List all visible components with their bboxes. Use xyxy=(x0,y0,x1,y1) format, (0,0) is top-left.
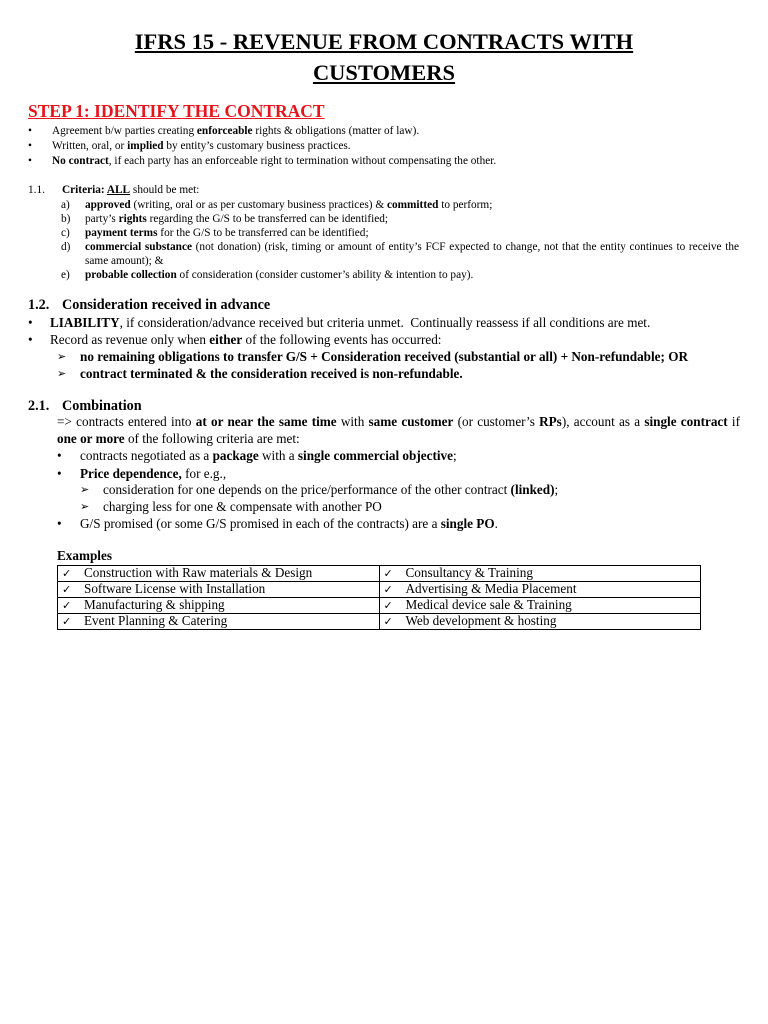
bold-text: package xyxy=(212,448,259,463)
text: of the following events has occurred: xyxy=(242,332,442,347)
text: of consideration (consider customer’s ability & intention to pay). xyxy=(176,269,474,281)
section-number: 1.1. xyxy=(28,184,45,196)
checkmark-icon: ✓ xyxy=(62,615,72,628)
cell-text: Medical device sale & Training xyxy=(405,597,572,612)
bullet-dot: • xyxy=(28,125,32,137)
text: ), account as a xyxy=(561,414,645,429)
text: if xyxy=(727,414,740,429)
criteria-all: ALL xyxy=(106,184,131,196)
bold-text: one or more xyxy=(57,431,125,446)
text: by entity’s customary business practices. xyxy=(163,140,351,152)
bold-text: either xyxy=(209,332,243,347)
cell-text: Consultancy & Training xyxy=(405,565,533,580)
text: => contracts entered into xyxy=(57,414,196,429)
text: (or customer’s xyxy=(453,414,540,429)
table-cell xyxy=(58,582,380,598)
table-cell xyxy=(379,598,701,614)
section-title: Combination xyxy=(62,398,142,414)
text: Written, oral, or xyxy=(52,140,128,152)
arrow-icon: ➢ xyxy=(57,367,67,380)
bullet-dot: • xyxy=(28,315,33,330)
table-row xyxy=(58,614,701,630)
checkmark-icon: ✓ xyxy=(383,615,393,628)
text: (not donation) (risk, timing or amount of entity’s FCF expected to change, not that the entity continues to receive the same amount); & xyxy=(85,241,739,267)
bullet-dot: • xyxy=(28,155,32,167)
text: party’s xyxy=(85,213,119,225)
checkmark-icon: ✓ xyxy=(383,599,393,612)
text: for e.g., xyxy=(181,466,227,481)
text: rights & obligations (matter of law). xyxy=(252,125,420,137)
cell-text: Advertising & Media Placement xyxy=(405,581,577,596)
combination-paragraph xyxy=(57,413,740,447)
text: ; xyxy=(452,448,457,463)
bold-text: rights xyxy=(118,213,147,225)
criteria-label: Criteria: xyxy=(62,184,107,196)
text: contracts negotiated as a xyxy=(80,448,213,463)
bold-text: payment terms xyxy=(85,227,158,239)
text: contract terminated & the consideration received is non-refundable. xyxy=(80,366,463,381)
arrow-icon: ➢ xyxy=(57,350,67,363)
text: Record as revenue only when xyxy=(50,332,210,347)
text: charging less for one & compensate with another PO xyxy=(103,499,382,514)
text: for the G/S to be transferred can be identified; xyxy=(157,227,369,239)
text: with a xyxy=(258,448,298,463)
arrow-icon: ➢ xyxy=(80,483,90,496)
bold-text: No contract xyxy=(52,155,109,167)
bold-text: at or near the same time xyxy=(195,414,337,429)
cell-text: Software License with Installation xyxy=(84,581,266,596)
checkmark-icon: ✓ xyxy=(62,567,72,580)
cell-text: Web development & hosting xyxy=(405,613,557,628)
bold-text: (linked) xyxy=(510,482,555,497)
item-letter: a) xyxy=(61,199,70,211)
bold-text: same customer xyxy=(368,414,454,429)
bold-text: approved xyxy=(85,199,131,211)
text: with xyxy=(336,414,369,429)
examples-table xyxy=(57,565,701,630)
text: ; xyxy=(554,482,559,497)
section-number: 1.2. xyxy=(28,297,50,313)
bold-text: probable collection xyxy=(85,269,177,281)
table-row xyxy=(58,582,701,598)
table-cell xyxy=(58,566,380,582)
table-cell xyxy=(379,582,701,598)
text: G/S promised (or some G/S promised in each of the contracts) are a xyxy=(80,516,441,531)
text: of the following criteria are met: xyxy=(124,431,300,446)
cell-text: Construction with Raw materials & Design xyxy=(84,565,313,580)
bold-text: single contract xyxy=(644,414,728,429)
title-line-1: IFRS 15 - REVENUE FROM CONTRACTS WITH xyxy=(134,29,634,54)
text: to perform; xyxy=(438,199,493,211)
bold-text: single PO xyxy=(440,516,495,531)
bold-text: RPs xyxy=(539,414,562,429)
bullet-dot: • xyxy=(28,140,32,152)
bullet-dot: • xyxy=(57,516,62,531)
checkmark-icon: ✓ xyxy=(383,567,393,580)
bold-text: implied xyxy=(127,140,164,152)
section-title: Consideration received in advance xyxy=(62,297,271,313)
bold-text: enforceable xyxy=(196,125,253,137)
title-line-2: CUSTOMERS xyxy=(312,60,456,85)
table-row xyxy=(58,598,701,614)
table-row xyxy=(58,566,701,582)
text: Agreement b/w parties creating xyxy=(52,125,197,137)
item-letter: c) xyxy=(61,227,70,239)
text: Continually reassess if all conditions are met. xyxy=(403,315,651,330)
checkmark-icon: ✓ xyxy=(62,599,72,612)
item-letter: d) xyxy=(61,241,71,253)
cell-text: Manufacturing & shipping xyxy=(84,597,225,612)
step1-heading: STEP 1: IDENTIFY THE CONTRACT xyxy=(28,101,325,121)
checkmark-icon: ✓ xyxy=(383,583,393,596)
bullet-dot: • xyxy=(28,332,33,347)
examples-heading: Examples xyxy=(57,548,112,563)
page-title xyxy=(40,26,728,88)
text: consideration for one depends on the price/performance of the other contract xyxy=(103,482,511,497)
criteria-label-post: should be met: xyxy=(130,184,200,196)
bold-text: commercial substance xyxy=(85,241,192,253)
table-cell xyxy=(379,566,701,582)
table-cell xyxy=(379,614,701,630)
item-letter: b) xyxy=(61,213,71,225)
text: , if each party has an enforceable right to termination without compensating the other. xyxy=(108,155,497,167)
bold-text: committed xyxy=(386,199,439,211)
text: regarding the G/S to be transferred can be identified; xyxy=(146,213,389,225)
text: , if consideration/advance received but criteria unmet. xyxy=(119,315,404,330)
item-letter: e) xyxy=(61,269,70,281)
bold-text: Price dependence, xyxy=(80,466,182,481)
table-cell xyxy=(58,598,380,614)
cell-text: Event Planning & Catering xyxy=(84,613,228,628)
bullet-dot: • xyxy=(57,466,62,481)
section-number: 2.1. xyxy=(28,398,50,414)
text: (writing, oral or as per customary business practices) & xyxy=(130,199,387,211)
bold-text: single commercial objective xyxy=(297,448,453,463)
bold-text: LIABILITY xyxy=(50,315,120,330)
arrow-icon: ➢ xyxy=(80,500,90,513)
checkmark-icon: ✓ xyxy=(62,583,72,596)
text: no remaining obligations to transfer G/S + Consideration received (substantial or all) + Non-refundable; OR xyxy=(80,349,689,364)
table-cell xyxy=(58,614,380,630)
bullet-dot: • xyxy=(57,448,62,463)
text: . xyxy=(494,516,498,531)
